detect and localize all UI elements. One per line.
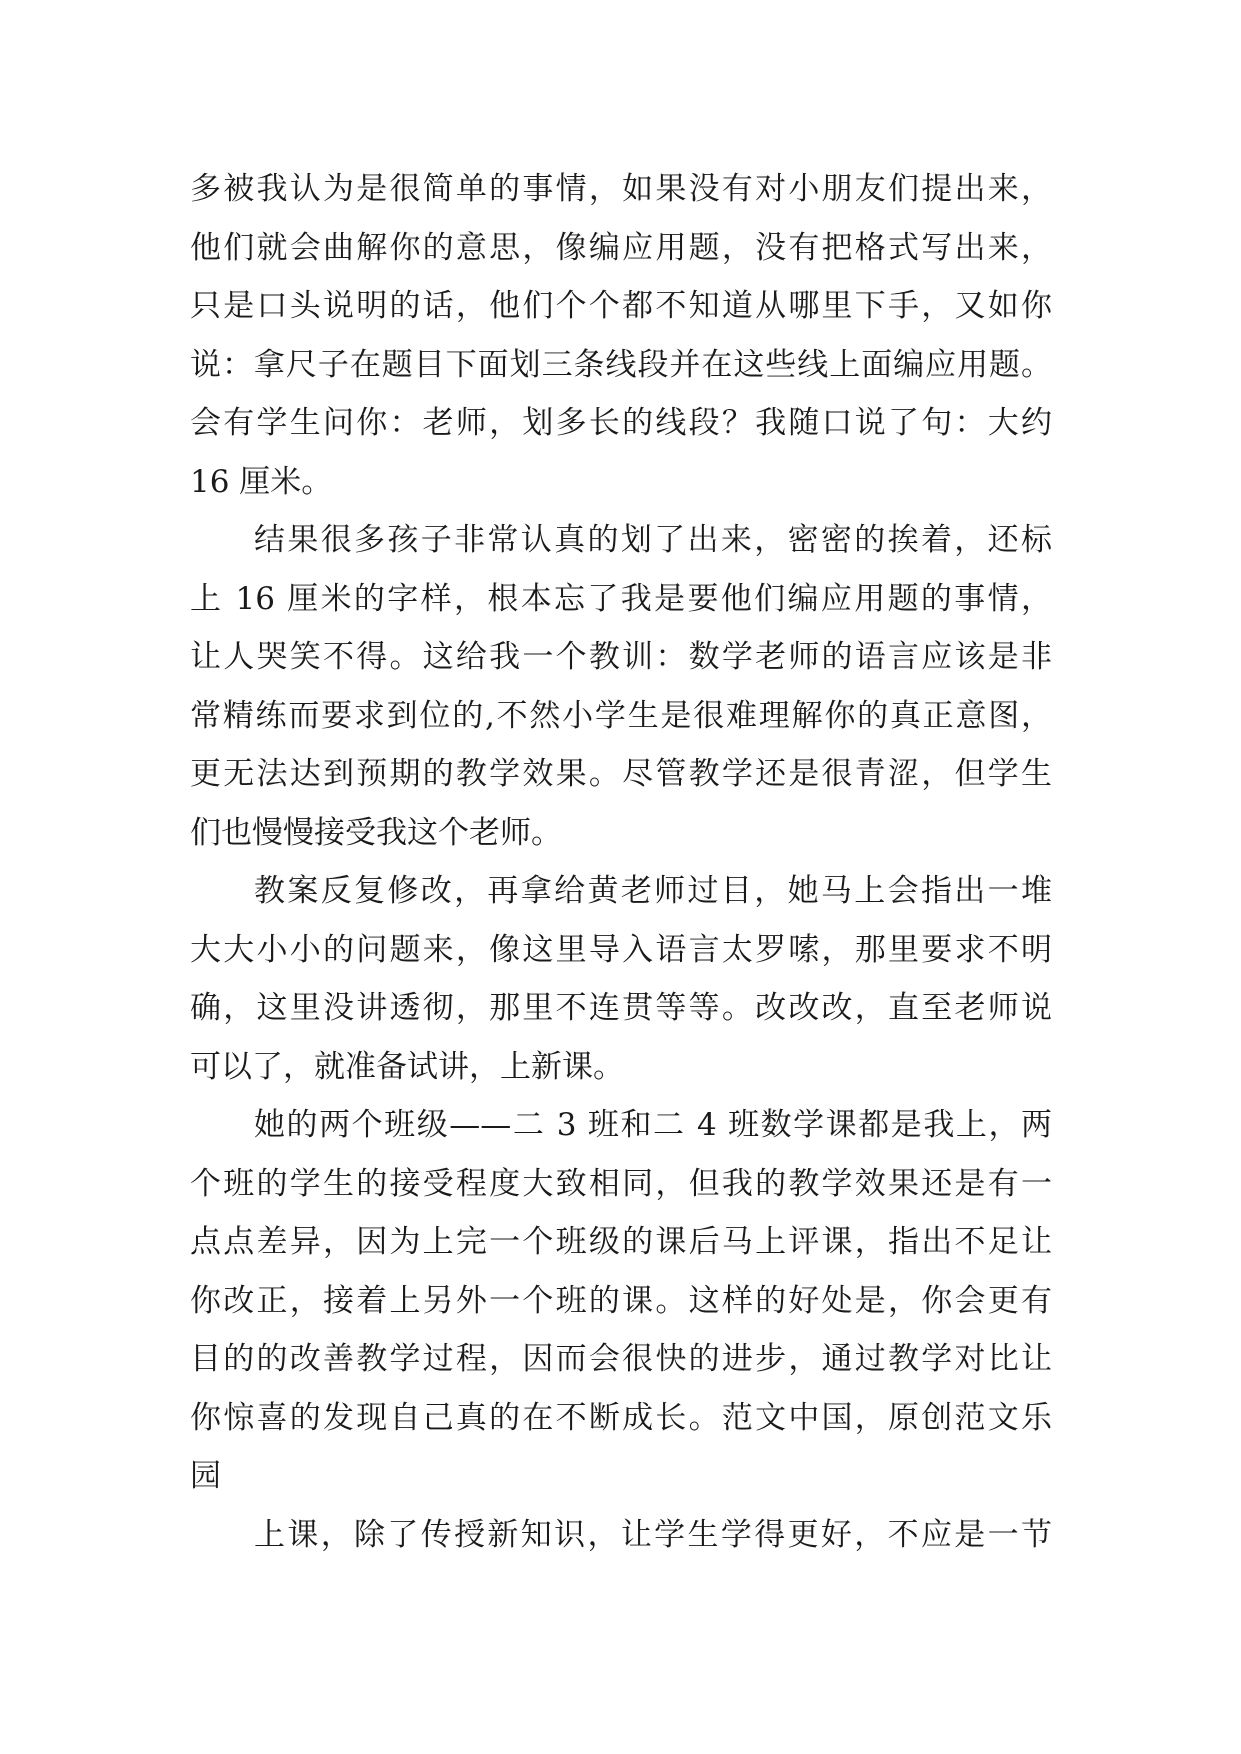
paragraph-first-line: 她的两个班级——二 3 班和二 4 班数学课都是我上，两 <box>254 1107 1052 1143</box>
text-line: 多被我认为是很简单的事情，如果没有对小朋友们提出来， <box>190 171 1052 207</box>
text-line: 你改正，接着上另外一个班的课。这样的好处是，你会更有 <box>190 1282 1052 1319</box>
paragraph-first-line: 上课，除了传授新知识，让学生学得更好，不应是一节 <box>254 1516 1052 1553</box>
text-line: 更无法达到预期的教学效果。尽管教学还是很青涩，但学生 <box>190 756 1052 792</box>
text-line: 会有学生问你：老师，划多长的线段？我随口说了句：大约 <box>190 405 1052 441</box>
paragraph-first-line: 教案反复修改，再拿给黄老师过目，她马上会指出一堆 <box>254 873 1052 909</box>
text-line: 常精练而要求到位的,不然小学生是很难理解你的真正意图， <box>190 697 1052 734</box>
text-line: 个班的学生的接受程度大致相同，但我的教学效果还是有一 <box>190 1165 1052 1202</box>
text-line: 你惊喜的发现自己真的在不断成长。范文中国，原创范文乐 <box>190 1399 1052 1436</box>
text-line: 上 16 厘米的字样，根本忘了我是要他们编应用题的事情， <box>190 580 1052 617</box>
text-line: 说：拿尺子在题目下面划三条线段并在这些线上面编应用题。 <box>190 346 1052 383</box>
text-line: 目的的改善教学过程，因而会很快的进步，通过教学对比让 <box>190 1341 1052 1377</box>
text-line: 可以了，就准备试讲，上新课。 <box>190 1048 624 1085</box>
text-line: 点点差异，因为上完一个班级的课后马上评课，指出不足让 <box>190 1224 1052 1260</box>
text-line: 大大小小的问题来，像这里导入语言太罗嗦，那里要求不明 <box>190 931 1052 968</box>
text-line: 只是口头说明的话，他们个个都不知道从哪里下手，又如你 <box>190 288 1052 324</box>
document-body <box>190 160 1052 1564</box>
text-line: 16 厘米。 <box>190 463 333 500</box>
paragraph-first-line: 结果很多孩子非常认真的划了出来，密密的挨着，还标 <box>254 522 1052 558</box>
text-line: 们也慢慢接受我这个老师。 <box>190 814 562 851</box>
text-line: 他们就会曲解你的意思，像编应用题，没有把格式写出来， <box>190 229 1052 266</box>
text-line: 园 <box>190 1458 221 1494</box>
text-line: 确，这里没讲透彻，那里不连贯等等。改改改，直至老师说 <box>190 990 1052 1026</box>
text-line: 让人哭笑不得。这给我一个教训：数学老师的语言应该是非 <box>190 639 1052 675</box>
